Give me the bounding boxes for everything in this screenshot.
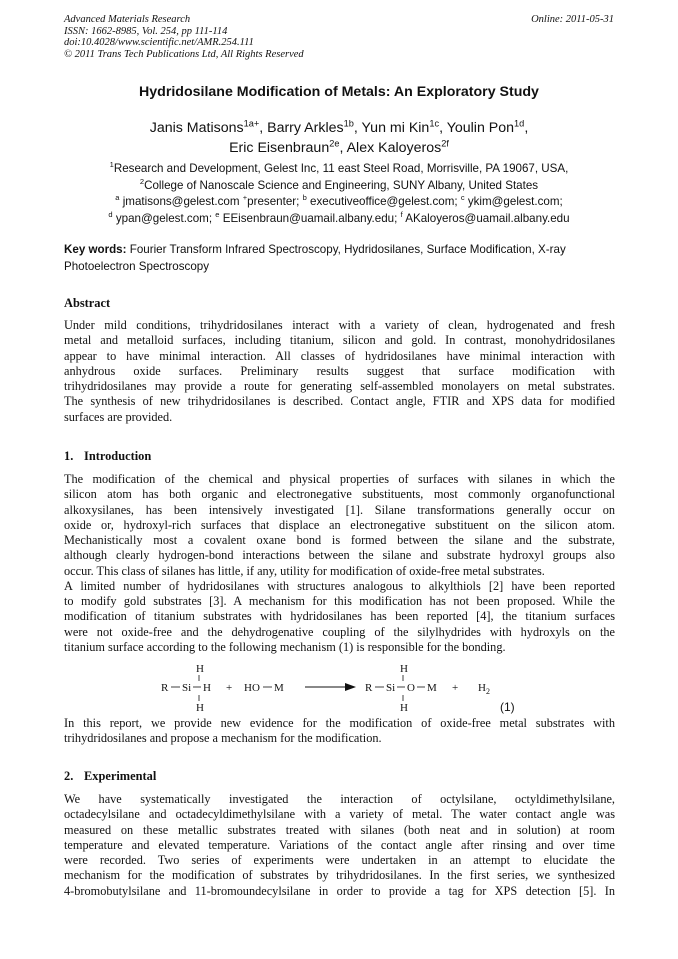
text-line: were recorded. Two series of experiments were undertaken in an attempt to elucidate the <box>64 853 615 867</box>
eq-product-o: O <box>407 682 415 694</box>
running-header <box>64 14 614 60</box>
email-link[interactable]: ykim@gelest.com; <box>467 195 563 209</box>
eq-h-top: H <box>196 663 204 675</box>
eq-h-bottom: H <box>196 702 204 714</box>
section-heading-introduction <box>64 449 151 464</box>
email-link[interactable]: jmatisons@gelest.com <box>122 195 240 209</box>
keywords <box>64 241 615 275</box>
email-link[interactable]: ypan@gelest.com; <box>115 211 213 225</box>
affiliations <box>0 161 678 227</box>
affiliation-2: $^2$College of Nanoscale Science and Engineering, SUNY Albany, United States <box>139 176 539 192</box>
affiliation-1: $^1$Research and Development, Gelest Inc, 11 east Steel Road, Morrisville, PA 19067, USA, <box>109 160 569 175</box>
text-line: trihydridosilanes and propose a mechanism for the modification. <box>64 731 382 746</box>
text-line: appear to have minimal interaction. All classes of hydridosilanes have minimal interaction with <box>64 348 615 363</box>
email-line-2: $^d$ ypan@gelest.com; $^e$ EEisenbraun@uamail.albany.edu; $^f$ AKaloyeros@uamail.albany.edu <box>108 209 570 225</box>
text-line: octadecylsilane and octadecyldimethylsilane with a variety of metal. The water contact angle was <box>64 807 615 822</box>
equation-number: (1) <box>500 700 515 714</box>
text-line: oxide or, hydroxyl-rich surfaces that displace an electronegative substituent on the silicon atom. <box>64 517 615 532</box>
text-line: were not oxide-free and the dehydrogenative coupling of the silylhydrides with hydroxyls on the <box>64 624 615 639</box>
author-name: Youlin Pon <box>446 120 515 136</box>
text-line: temperature and elevated temperature. Variations of the contact angle after rinsing and over time <box>64 837 615 852</box>
section-heading-experimental <box>64 769 156 784</box>
text-line: A limited number of hydridosilanes with structures analogous to alkylthiols [2] have been reported <box>64 578 615 593</box>
section-number: 1. <box>64 449 74 463</box>
introduction-body <box>64 472 615 655</box>
author-name: Barry Arkles <box>267 120 344 136</box>
text-line: modification of titanium substrates with hydridosilanes has been reported [4], the titanium surfaces <box>64 609 615 624</box>
author-affil-mark: 1b <box>343 118 354 129</box>
keywords-text: Fourier Transform Infrared Spectroscopy, Hydridosilanes, Surface Modification, X-ray Photoelectron Spectroscopy <box>64 243 566 273</box>
text-line: trihydridosilanes may provide a route for generating self-assembled monolayers on metal substrates. <box>64 379 615 393</box>
eq-product-h-top: H <box>400 663 408 675</box>
experimental-body <box>64 792 615 899</box>
eq-product-si: Si <box>386 682 396 694</box>
author-affil-mark: 2f <box>441 138 449 149</box>
keywords-label: Key words: <box>64 243 127 256</box>
author-affil-mark: 2e <box>329 138 340 149</box>
abstract-body <box>64 318 615 425</box>
email-link[interactable]: EEisenbraun@uamail.albany.edu; <box>222 211 398 225</box>
doi-line[interactable]: doi:10.4028/www.scientific.net/AMR.254.111 <box>64 37 254 48</box>
text-line: Under mild conditions, trihydridosilanes interact with a variety of clean, hydrogenated and fresh <box>64 318 615 332</box>
journal-name: Advanced Materials Research <box>64 14 191 25</box>
eq-h-right: H <box>203 682 211 694</box>
author-name: Yun mi Kin <box>361 120 430 136</box>
paper-title: Hydridosilane Modification of Metals: An Exploratory Study <box>139 84 539 100</box>
text-line: anhydrous oxide surfaces. Preliminary results suggest that surface modification with <box>64 363 615 378</box>
text-line: mechanism for the modification of substrates by trihydridosilanes. In the first series, we synthesized <box>64 868 615 883</box>
eq-plus-1: + <box>226 682 233 694</box>
author-affil-mark: 1a+ <box>243 118 260 129</box>
issn-line: ISSN: 1662-8985, Vol. 254, pp 111-114 <box>64 25 228 37</box>
text-line: Mechanistically most a covalent oxane bond is formed between the silane and the substrate, <box>64 533 615 547</box>
abstract-heading: Abstract <box>64 296 111 310</box>
eq-hydroxyl: HO <box>244 682 260 694</box>
author-affil-mark: 1d <box>514 118 525 129</box>
email-link[interactable]: executiveoffice@gelest.com; <box>310 195 458 209</box>
text-line: occur. This class of silanes has little, if any, utility for modification of oxide-free metal substrates. <box>64 563 545 578</box>
text-line: titanium surface according to the following mechanism (1) is responsible for the bonding. <box>64 639 506 654</box>
section-number: 2. <box>64 769 74 783</box>
eq-r-group: R <box>161 682 169 694</box>
text-line: surfaces are provided. <box>64 409 173 424</box>
eq-product-h-bottom: H <box>400 702 408 714</box>
email-line-1: $^a$ jmatisons@gelest.com +presenter; $^b$ executiveoffice@gelest.com; $^c$ ykim@gelest.com; <box>115 193 563 209</box>
text-line: The synthesis of new trihydridosilanes is described. Contact angle, FTIR and XPS data for modified <box>64 394 615 409</box>
eq-product-metal: M <box>427 682 437 694</box>
text-line: 4-bromobutylsilane and 11-bromoundecylsilane in order to provide a tag for XPS detection [5]. In <box>64 883 615 898</box>
text-line: to modify gold substrates [3]. A mechanism for this modification has not been proposed. While the <box>64 594 615 608</box>
eq-si: Si <box>182 682 192 694</box>
email-link[interactable]: AKaloyeros@uamail.albany.edu <box>405 211 570 225</box>
text-line: although clearly hydrogen-bond interactions between the silane and substrate hydroxyl groups also <box>64 548 615 563</box>
author-name: Janis Matisons <box>149 120 244 136</box>
text-line: The modification of the chemical and physical properties of surfaces with silanes in which the <box>64 472 615 486</box>
text-line: measured on these metallic substrates treated with silanes (both neat and in solution) at room <box>64 822 615 837</box>
eq-product-r: R <box>365 682 373 694</box>
section-title: Introduction <box>84 449 152 463</box>
author-affil-mark: 1c <box>429 118 440 129</box>
eq-hydrogen: H <box>478 682 486 694</box>
eq-hydrogen-subscript: 2 <box>486 687 490 696</box>
online-date: Online: 2011-05-31 <box>531 14 614 25</box>
author-list: Janis Matisons$^{1a+}$, Barry Arkles$^{1b}$, Yun mi Kin$^{1c}$, Youlin Pon$^{1d}$, Eric Eisenbraun$^{2e}$, Alex Kaloyeros$^{2f}$ <box>149 118 529 156</box>
text-line: metal and metalloid surfaces, including titanium, silicon and gold. In contrast, monohydridosilanes <box>64 333 615 348</box>
eq-plus-2: + <box>452 682 459 694</box>
text-line: alkoxysilanes, has been intensively investigated [1]. Silane transformations generally occur on <box>64 502 615 517</box>
copyright-line: © 2011 Trans Tech Publications Ltd, All Rights Reserved <box>64 48 304 60</box>
text-line: We have systematically investigated the interaction of octylsilane, octyldimethylsilane, <box>64 792 615 806</box>
reaction-equation <box>160 661 520 721</box>
text-line: In this report, we provide new evidence for the modification of oxide-free metal substrates with <box>64 716 615 730</box>
eq-metal-1: M <box>274 682 284 694</box>
section-title: Experimental <box>84 769 157 783</box>
reaction-arrow-icon <box>345 683 356 691</box>
text-line: silicon atom has both organic and electronegative substituents, most commonly organofunctional <box>64 487 615 502</box>
author-name: Alex Kaloyeros <box>346 140 442 156</box>
introduction-body-continued <box>64 716 615 747</box>
author-name: Eric Eisenbraun <box>229 140 330 156</box>
